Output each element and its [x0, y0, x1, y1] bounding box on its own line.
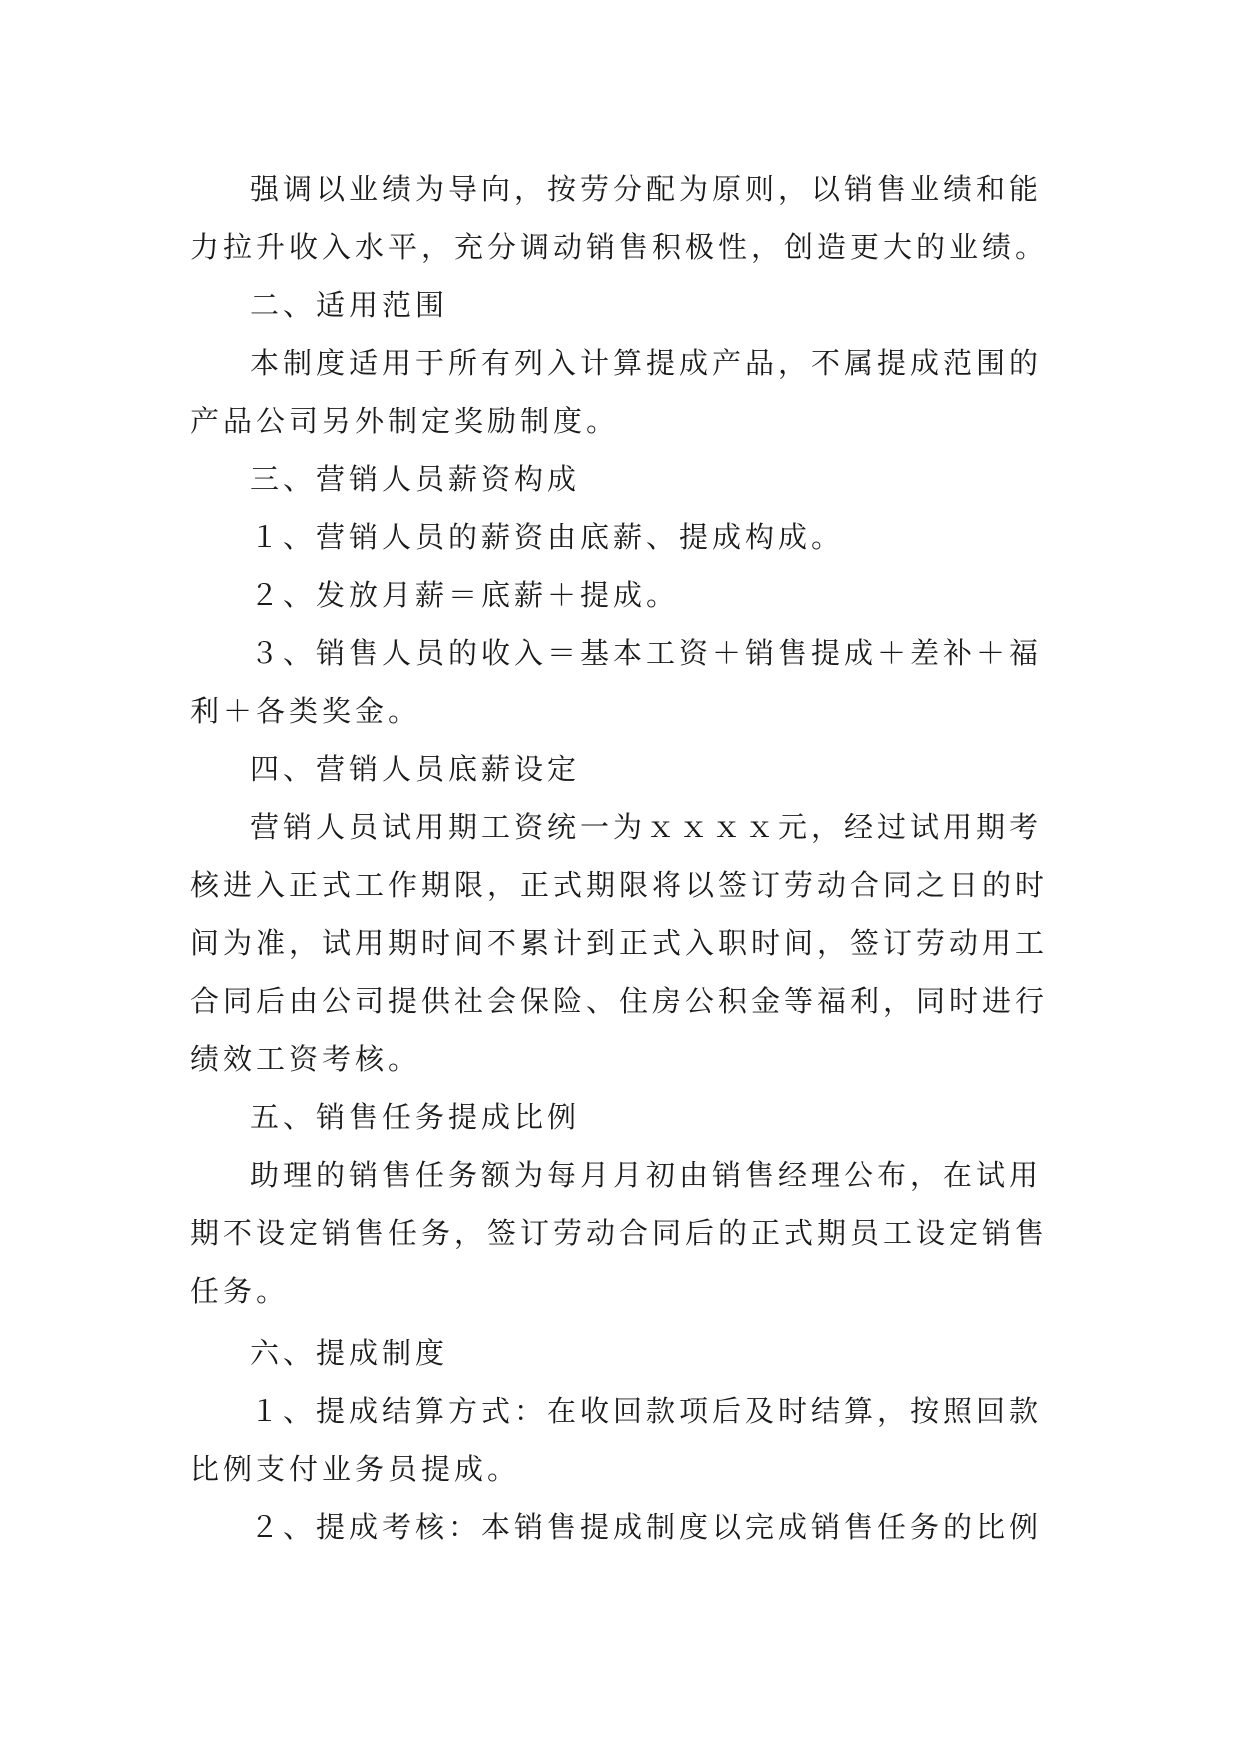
paragraph-line: 本制度适用于所有列入计算提成产品，不属提成范围的: [250, 346, 1043, 380]
paragraph-line: 比例支付业务员提成。: [190, 1452, 521, 1486]
paragraph-line: 核进入正式工作期限，正式期限将以签订劳动合同之日的时: [190, 868, 1049, 902]
list-item: ２、发放月薪＝底薪＋提成。: [250, 578, 680, 612]
paragraph-line: 利＋各类奖金。: [190, 694, 422, 728]
paragraph-line: 助理的销售任务额为每月月初由销售经理公布，在试用: [250, 1158, 1043, 1192]
section-heading: 五、销售任务提成比例: [250, 1100, 581, 1134]
list-item: １、营销人员的薪资由底薪、提成构成。: [250, 520, 845, 554]
document-body: [190, 160, 1070, 1556]
paragraph-line: 绩效工资考核。: [190, 1042, 422, 1076]
section-heading: 四、营销人员底薪设定: [250, 752, 581, 786]
paragraph-line: 强调以业绩为导向，按劳分配为原则，以销售业绩和能: [250, 172, 1043, 206]
paragraph-line: 产品公司另外制定奖励制度。: [190, 404, 620, 438]
section-heading: 二、适用范围: [250, 288, 449, 322]
paragraph-line: 营销人员试用期工资统一为ｘｘｘｘ元，经过试用期考: [250, 810, 1043, 844]
section-heading: 三、营销人员薪资构成: [250, 462, 581, 496]
section-heading: 六、提成制度: [250, 1336, 449, 1370]
paragraph-line: 期不设定销售任务，签订劳动合同后的正式期员工设定销售: [190, 1216, 1049, 1250]
list-item: ２、提成考核：本销售提成制度以完成销售任务的比例: [250, 1510, 1043, 1544]
paragraph-line: 力拉升收入水平，充分调动销售积极性，创造更大的业绩。: [190, 230, 1049, 264]
list-item: ３、销售人员的收入＝基本工资＋销售提成＋差补＋福: [250, 636, 1043, 670]
paragraph-line: 任务。: [190, 1274, 290, 1308]
list-item: １、提成结算方式：在收回款项后及时结算，按照回款: [250, 1394, 1043, 1428]
paragraph-line: 间为准，试用期时间不累计到正式入职时间，签订劳动用工: [190, 926, 1049, 960]
paragraph-line: 合同后由公司提供社会保险、住房公积金等福利，同时进行: [190, 984, 1049, 1018]
